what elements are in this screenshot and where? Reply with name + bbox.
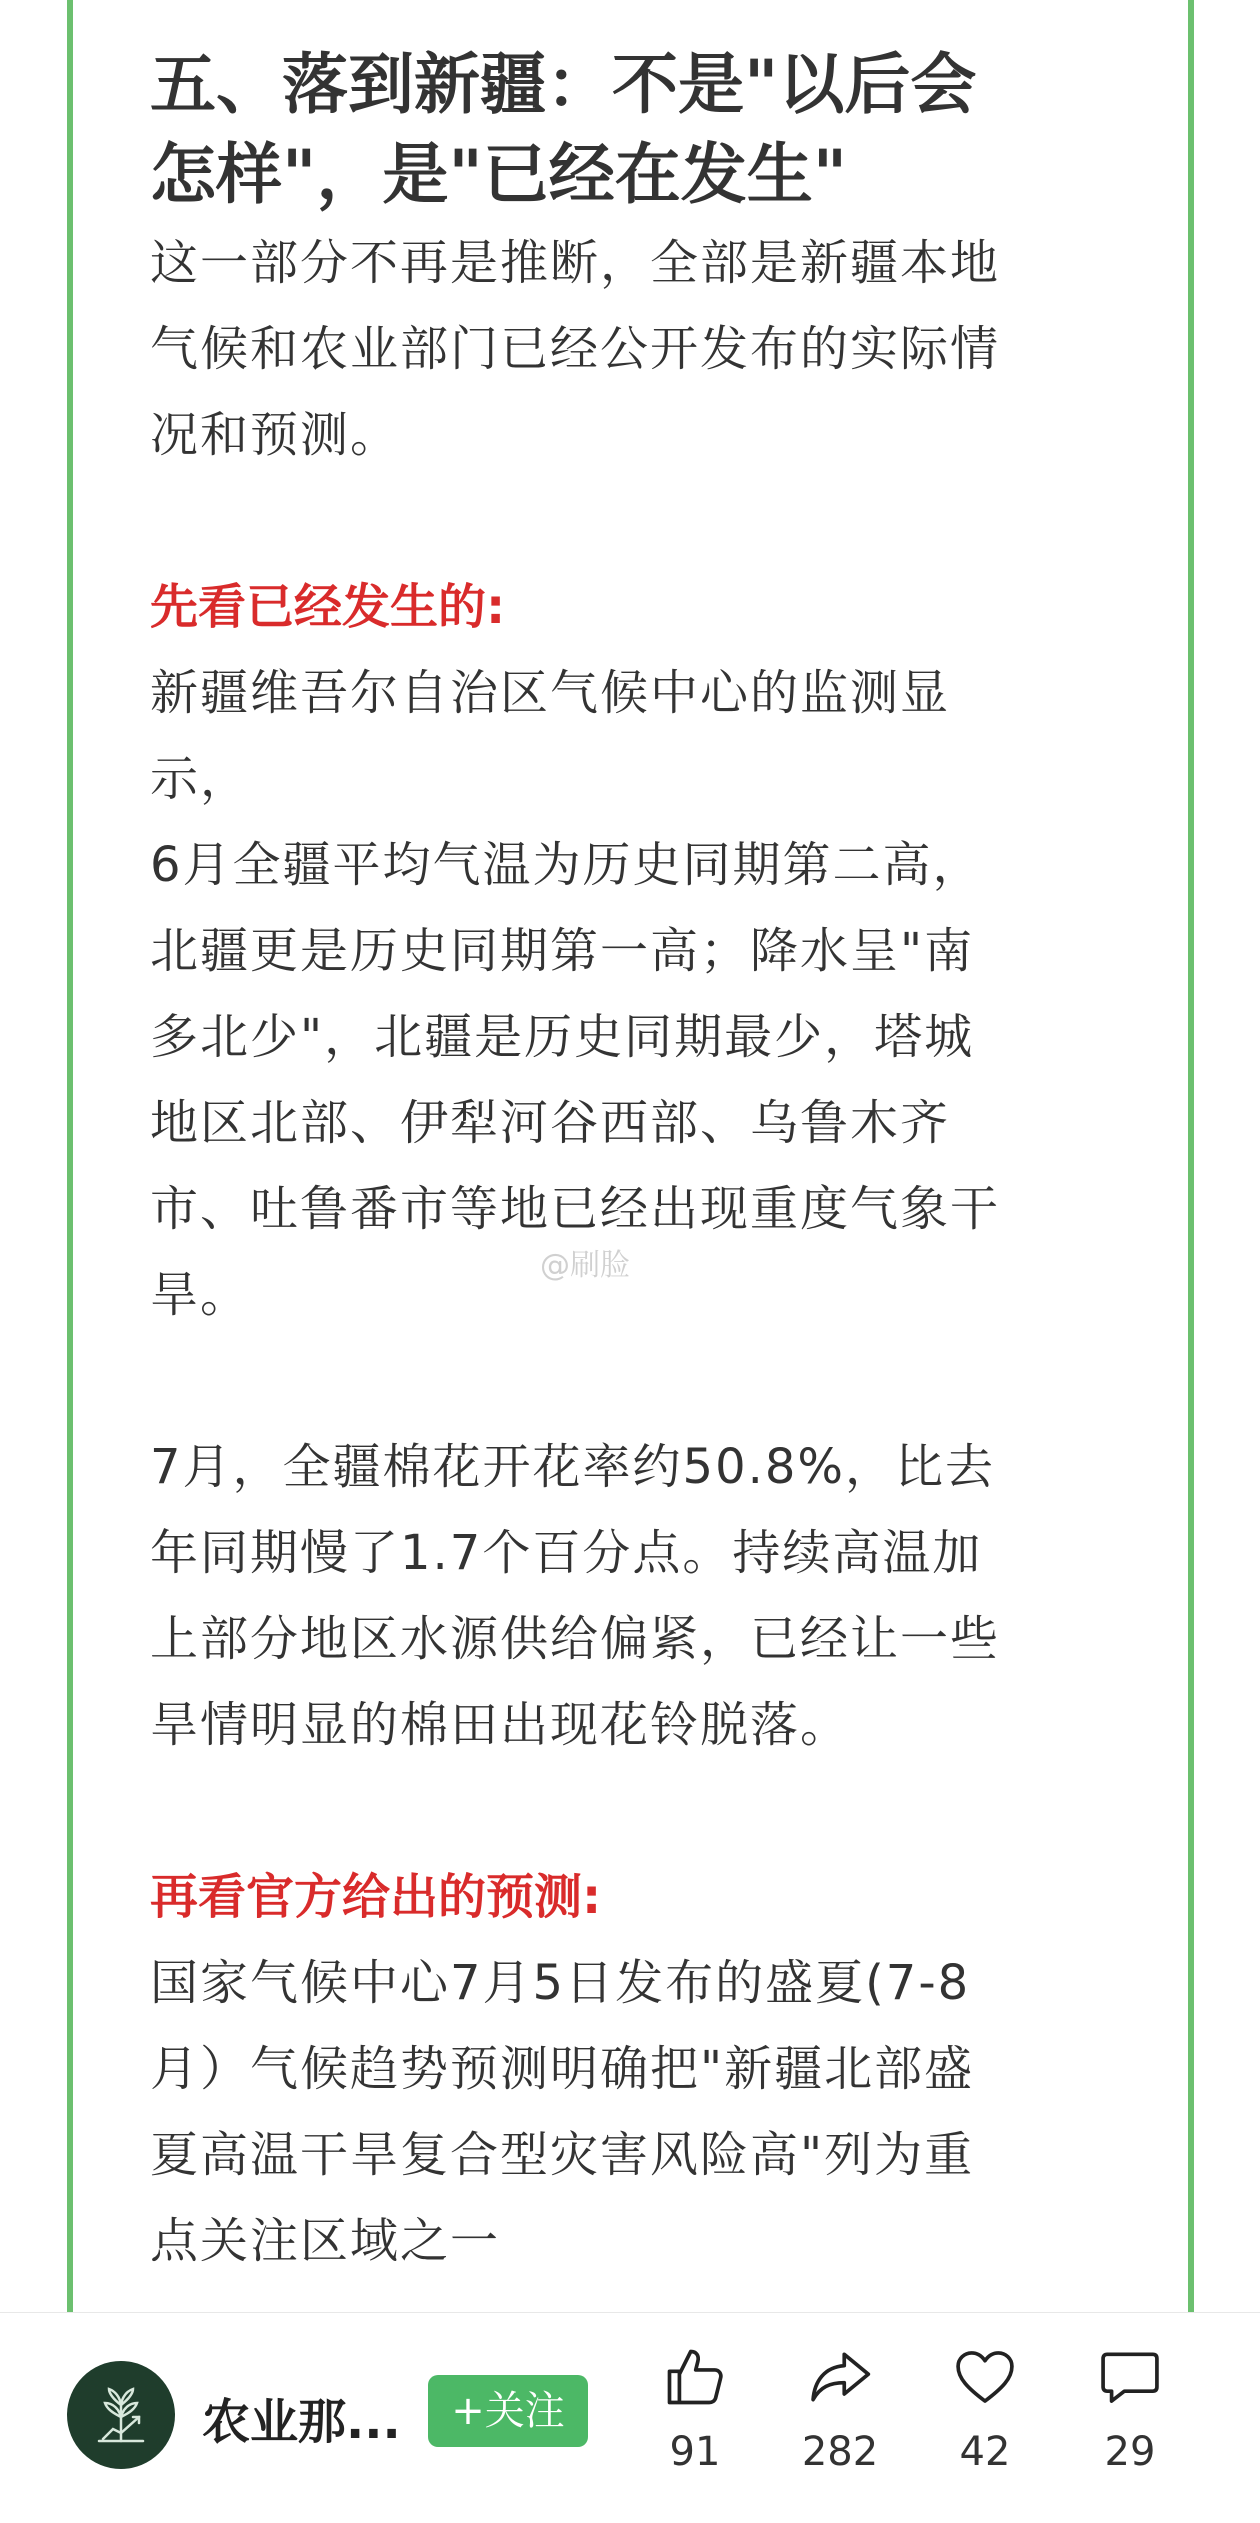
article-body xyxy=(150,40,1120,2284)
favorite-button[interactable] xyxy=(920,2343,1050,2503)
bottom-action-bar xyxy=(0,2312,1260,2523)
text-line: 示， xyxy=(150,751,251,807)
thumbs-up-icon xyxy=(661,2343,729,2411)
subheading-forecast: 再看官方给出的预测: xyxy=(150,1869,602,1925)
text-line: 点关注区域之一 xyxy=(150,2213,501,2269)
text-line: 上部分地区水源供给偏紧，已经让一些 xyxy=(150,1611,1001,1667)
text-line: 多北少"，北疆是历史同期最少，塔城 xyxy=(150,1009,975,1065)
heading-line: 五、落到新疆：不是"以后会 xyxy=(150,46,977,123)
forecast-paragraph xyxy=(150,1940,1120,2284)
author-name[interactable]: 农业那... xyxy=(202,2394,401,2450)
watermark: @刷脸 xyxy=(540,1248,630,1283)
text-line: 气候和农业部门已经公开发布的实际情 xyxy=(150,321,1001,377)
article-left-border xyxy=(67,0,73,2312)
like-count: 91 xyxy=(669,2429,721,2475)
like-button[interactable] xyxy=(630,2343,760,2503)
share-arrow-icon xyxy=(806,2343,874,2411)
plant-growth-icon xyxy=(89,2383,153,2447)
text-line: 月）气候趋势预测明确把"新疆北部盛 xyxy=(150,2041,975,2097)
section-heading xyxy=(150,40,1120,220)
text-line: 地区北部、伊犁河谷西部、乌鲁木齐 xyxy=(150,1095,951,1151)
text-line: 况和预测。 xyxy=(150,407,401,463)
cotton-paragraph xyxy=(150,1424,1120,1768)
happened-paragraph xyxy=(150,650,1120,1338)
text-line: 市、吐鲁番市等地已经出现重度气象干 xyxy=(150,1181,1001,1237)
comment-count: 29 xyxy=(1104,2429,1156,2475)
article-right-border xyxy=(1188,0,1194,2312)
follow-button[interactable]: +关注 xyxy=(428,2375,588,2447)
text-line: 这一部分不再是推断，全部是新疆本地 xyxy=(150,235,1001,291)
text-line: 年同期慢了1.7个百分点。持续高温加 xyxy=(150,1525,983,1581)
share-button[interactable] xyxy=(775,2343,905,2503)
heart-icon xyxy=(951,2343,1019,2411)
share-count: 282 xyxy=(801,2429,879,2475)
heading-line: 怎样"，是"已经在发生" xyxy=(150,136,848,213)
favorite-count: 42 xyxy=(959,2429,1011,2475)
text-line: 夏高温干旱复合型灾害风险高"列为重 xyxy=(150,2127,975,2183)
comment-bubble-icon xyxy=(1096,2343,1164,2411)
avatar[interactable] xyxy=(67,2361,175,2469)
text-line: 旱。 xyxy=(150,1267,251,1323)
text-line: 6月全疆平均气温为历史同期第二高， xyxy=(150,837,983,893)
intro-paragraph xyxy=(150,220,1120,478)
text-line: 北疆更是历史同期第一高；降水呈"南 xyxy=(150,923,975,979)
text-line: 7月，全疆棉花开花率约50.8%，比去 xyxy=(150,1439,996,1495)
text-line: 新疆维吾尔自治区气候中心的监测显 xyxy=(150,665,951,721)
comment-button[interactable] xyxy=(1065,2343,1195,2503)
text-line: 旱情明显的棉田出现花铃脱落。 xyxy=(150,1697,851,1753)
subheading-happened: 先看已经发生的: xyxy=(150,579,506,635)
text-line: 国家气候中心7月5日发布的盛夏(7-8 xyxy=(150,1955,971,2011)
